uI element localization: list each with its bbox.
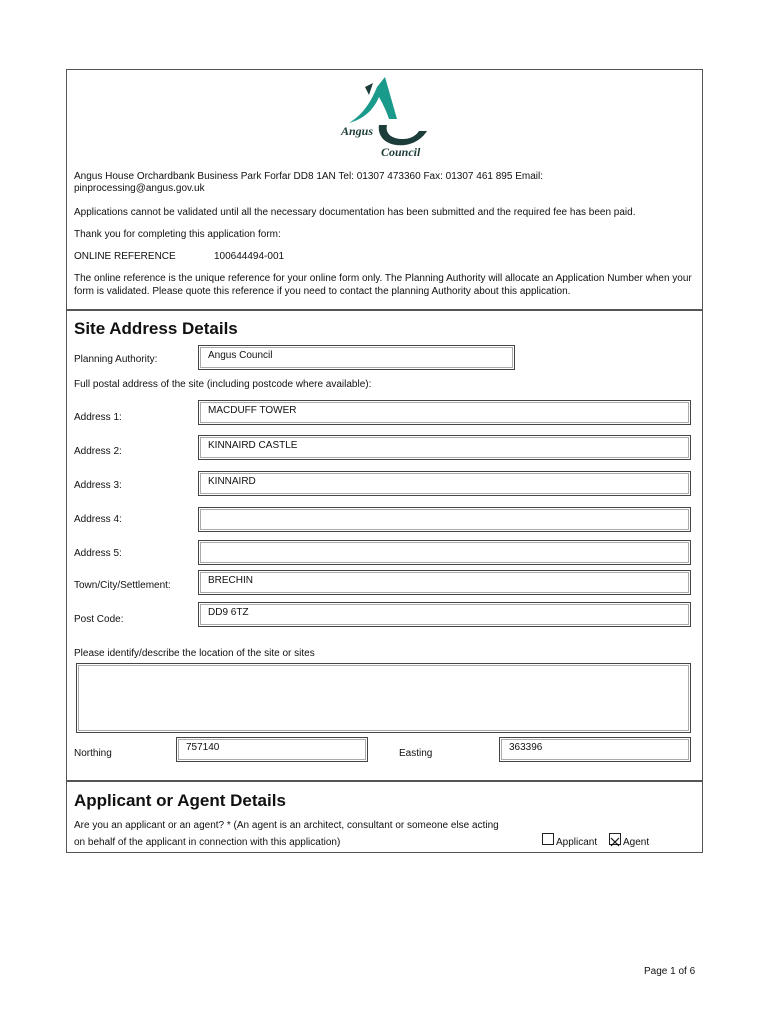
online-reference-label: ONLINE REFERENCE (74, 251, 176, 262)
address-line: Angus House Orchardbank Business Park Forfar DD8 1AN Tel: 01307 473360 Fax: 01307 461 895 Email: (74, 171, 543, 182)
agent-option-label: Agent (623, 837, 650, 848)
postcode-label: Post Code: (74, 614, 124, 625)
postcode-value: DD9 6TZ (208, 607, 249, 618)
question-line1: Are you an applicant or an agent? * (An agent is an architect, consultant or someone else acting (74, 820, 499, 831)
address5-label: Address 5: (74, 548, 122, 559)
site-title: Site Address Details (74, 319, 238, 338)
town-value: BRECHIN (208, 575, 254, 586)
address3-value: KINNAIRD (208, 476, 256, 487)
thanks-text: Thank you for completing this application form: (74, 229, 281, 240)
applicant-agent-section (66, 781, 703, 853)
header-section (66, 69, 703, 310)
town-label: Town/City/Settlement: (74, 580, 171, 591)
address4-field[interactable] (198, 507, 691, 532)
town-field[interactable] (198, 570, 691, 595)
angus-council-logo (339, 77, 435, 157)
easting-value: 363396 (509, 742, 543, 753)
planning-authority-label: Planning Authority: (74, 354, 158, 365)
address2-field[interactable] (198, 435, 691, 460)
address3-field[interactable] (198, 471, 691, 496)
address1-field[interactable] (198, 400, 691, 425)
northing-label: Northing (74, 748, 112, 759)
address5-field[interactable] (198, 540, 691, 565)
logo-line2: Council (381, 145, 421, 157)
question-line2: on behalf of the applicant in connection with this application) (74, 837, 341, 848)
agent-checkbox[interactable] (609, 833, 621, 845)
logo-line1: Angus (341, 124, 374, 138)
online-reference-value: 100644494-001 (214, 251, 285, 262)
site-address-section (66, 310, 703, 781)
easting-label: Easting (399, 748, 433, 759)
validation-note: Applications cannot be validated until all the necessary documentation has been submitted and the required fee has been paid. (74, 207, 636, 218)
applicant-title: Applicant or Agent Details (74, 791, 286, 810)
address2-value: KINNAIRD CASTLE (208, 440, 298, 451)
location-textarea[interactable] (76, 663, 691, 733)
address1-value: MACDUFF TOWER (208, 405, 297, 416)
northing-value: 757140 (186, 742, 220, 753)
location-label: Please identify/describe the location of the site or sites (74, 648, 315, 659)
page-number: Page 1 of 6 (644, 966, 696, 977)
northing-field[interactable] (176, 737, 368, 762)
contact-email[interactable]: pinprocessing@angus.gov.uk (74, 183, 205, 194)
address1-label: Address 1: (74, 412, 122, 423)
postcode-field[interactable] (198, 602, 691, 627)
planning-authority-value: Angus Council (208, 350, 273, 361)
address4-label: Address 4: (74, 514, 122, 525)
applicant-option-label: Applicant (556, 837, 598, 848)
reference-note: The online reference is the unique reference for your online form only. The Planning Authority will allocate an Application Number when your form is validated. Please quote this reference if you need to contact the planning Authority about this application. (74, 273, 692, 297)
applicant-checkbox[interactable] (542, 833, 554, 845)
address2-label: Address 2: (74, 446, 122, 457)
full-address-label: Full postal address of the site (including postcode where available): (74, 379, 372, 390)
address3-label: Address 3: (74, 480, 122, 491)
easting-field[interactable] (499, 737, 691, 762)
planning-authority-field[interactable] (198, 345, 515, 370)
